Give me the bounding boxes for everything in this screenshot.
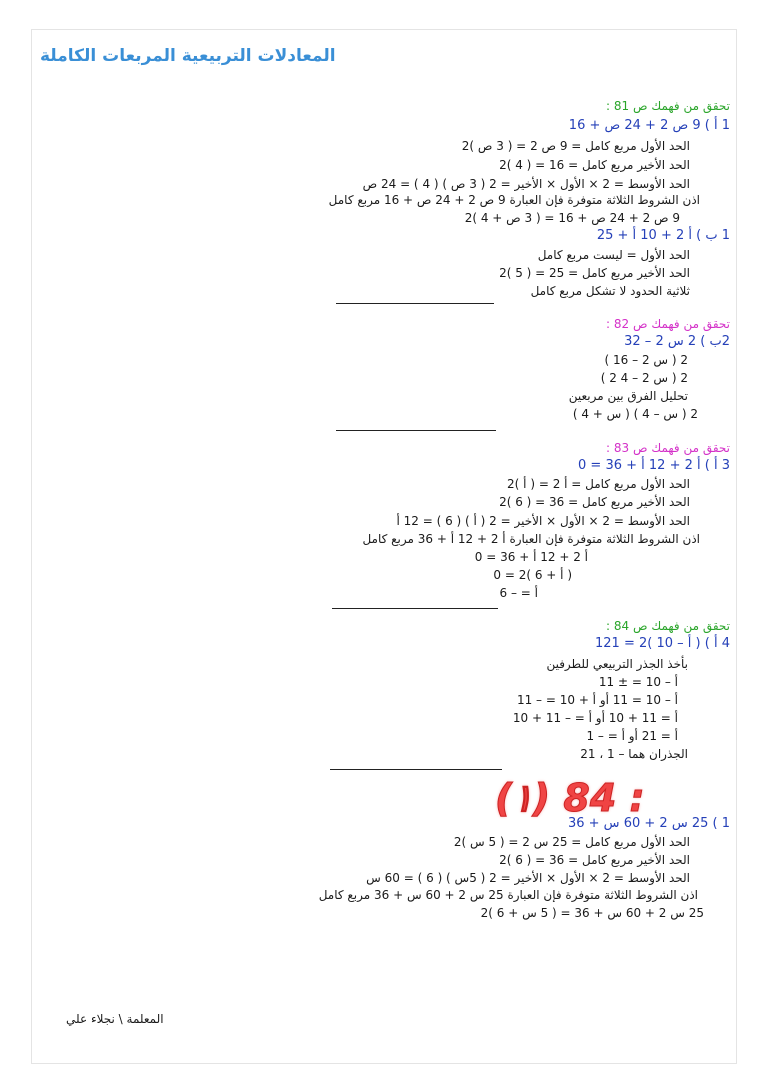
step-line: الحد الأول = ليست مربع كامل — [537, 248, 690, 262]
step-line: الجذران هما – 1 ، 21 — [580, 747, 688, 761]
check-heading-81: تحقق من فهمك ص 81 : — [606, 99, 730, 113]
step-line: الحد الأول مربع كامل = أ 2 = ( أ )2 — [507, 477, 690, 491]
step-line: الحد الأوسط = 2 × الأول × الأخير = 2 ( أ ) ( 6 ) = 12 أ — [396, 514, 690, 528]
check-heading-84: تحقق من فهمك ص 84 : — [606, 619, 730, 633]
step-line: الحد الأول مربع كامل = 25 س 2 = ( 5 س )2 — [453, 835, 690, 849]
step-line: اذن الشروط الثلاثة متوفرة فإن العبارة 9 ص 2 + 24 ص + 16 مربع كامل — [328, 193, 700, 207]
step-line: تحليل الفرق بين مربعين — [568, 389, 688, 403]
step-line: الحد الأخير مربع كامل = 16 = ( 4 )2 — [499, 158, 690, 172]
step-line: 2 ( س 2 – 4 2 ) — [600, 371, 688, 385]
step-line: أ = 21 أو أ = – 1 — [586, 729, 678, 743]
problem-3a: 3 أ ) أ 2 + 12 أ + 36 = 0 — [577, 458, 730, 473]
step-line: الحد الأوسط = 2 × الأول × الأخير = 2 ( 3 ص ) ( 4 ) = 24 ص — [362, 177, 690, 191]
check-heading-83: تحقق من فهمك ص 83 : — [606, 441, 730, 455]
step-line: الحد الأوسط = 2 × الأول × الأخير = 2 ( 5س ) ( 6 ) = 60 س — [366, 871, 690, 885]
problem-1a: 1 أ ) 9 ص 2 + 24 ص + 16 — [568, 118, 730, 133]
step-line: أ = – 6 — [499, 586, 538, 600]
problem-1: 1 ) 25 س 2 + 60 س + 36 — [567, 816, 730, 831]
problem-2b: 2ب ) 2 س 2 – 32 — [624, 334, 730, 349]
step-line: 9 ص 2 + 24 ص + 16 = ( 3 ص + 4 )2 — [464, 211, 680, 225]
step-line: 2 ( س – 4 ) ( س + 4 ) — [572, 407, 698, 421]
step-line: 25 س 2 + 60 س + 36 = ( 5 س + 6 )2 — [480, 906, 704, 920]
step-line: أ = 11 + 10 أو أ = – 11 + 10 — [512, 711, 678, 725]
step-line: بأخذ الجذر التربيعي للطرفين — [546, 657, 688, 671]
step-line: ثلاثية الحدود لا تشكل مربع كامل — [530, 284, 690, 298]
step-line: الحد الأخير مربع كامل = 36 = ( 6 )2 — [499, 853, 690, 867]
separator — [336, 430, 496, 431]
page-title: المعادلات التربيعية المربعات الكاملة — [40, 46, 336, 66]
step-line: الحد الأول مربع كامل = 9 ص 2 = ( 3 ص )2 — [461, 139, 690, 153]
step-line: اذن الشروط الثلاثة متوفرة فإن العبارة أ 2 + 12 أ + 36 مربع كامل — [362, 532, 700, 546]
step-line: ( أ + 6 )2 = 0 — [493, 568, 572, 582]
step-line: الحد الأخير مربع كامل = 25 = ( 5 )2 — [499, 266, 690, 280]
teacher-signature: المعلمة \ نجلاء علي — [66, 1012, 164, 1026]
step-line: الحد الأخير مربع كامل = 36 = ( 6 )2 — [499, 495, 690, 509]
check-heading-82: تحقق من فهمك ص 82 : — [606, 317, 730, 331]
step-line: أ 2 + 12 أ + 36 = 0 — [474, 550, 588, 564]
separator — [336, 303, 494, 304]
step-line: اذن الشروط الثلاثة متوفرة فإن العبارة 25 س 2 + 60 س + 36 مربع كامل — [318, 888, 698, 902]
problem-4a: 4 أ ) ( أ – 10 )2 = 121 — [595, 636, 730, 651]
separator — [330, 769, 502, 770]
step-line: 2 ( س 2 – 16 ) — [604, 353, 688, 367]
step-line: أ – 10 = 11 أو أ + 10 = – 11 — [516, 693, 678, 707]
problem-1b: 1 ب ) أ 2 + 10 أ + 25 — [596, 228, 730, 243]
exercise-heading: (۱) 84 : — [495, 776, 645, 820]
separator — [332, 608, 498, 609]
step-line: أ – 10 = ± 11 — [598, 675, 678, 689]
